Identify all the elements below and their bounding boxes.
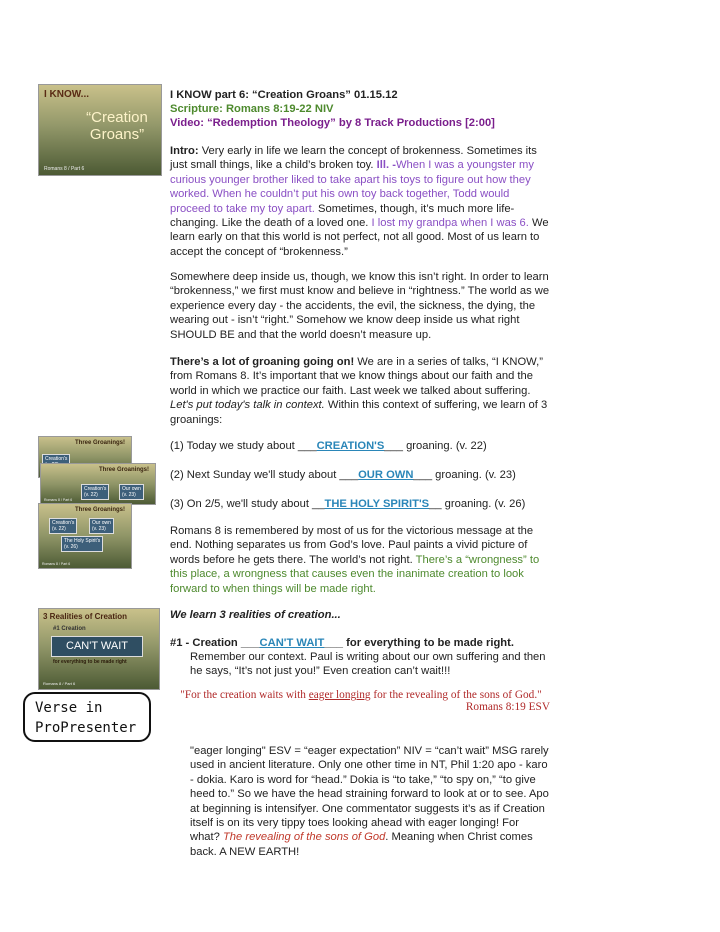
- scripture-quote: [172, 689, 550, 713]
- slide-footer: Romans 8 / Part 6: [43, 681, 76, 686]
- quote-text: "For the creation waits with eager longing for the revealing of the sons of God.": [180, 689, 542, 701]
- slide-thumbnail-groanings-2: [40, 463, 156, 505]
- realities-heading: We learn 3 realities of creation...: [170, 609, 341, 621]
- quote-reference: Romans 8:19 ESV: [465, 701, 550, 713]
- intro-paragraph: Intro: Very early in life we learn the concept of brokenness. Sometimes its just small things, like a child’s broken toy. Ill. -When I was a youngster my curious younger brother liked to take apart his toys to figure out how they worked. When he couldn’t put his own toy back together, Todd would proceed to take my toy apart. Sometimes, though, it’s much more life-changing. Like the death of a loved one. I lost my grandpa when I was 6. We learn early on that this world is not perfect, not all good. Most of us learn to accept the concept of “brokenness.”: [170, 145, 549, 258]
- groaning-2: (2) Next Sunday we'll study about ___OUR OWN___ groaning. (v. 23): [170, 469, 516, 481]
- slide-thumbnail-realities: [38, 608, 160, 690]
- slide-box-creations: Creation's: [42, 454, 70, 470]
- slide-box-holy-spirits: The Holy Spirit's (v. 26): [61, 536, 103, 552]
- slide-footer: Romans 8 / Part 6: [42, 562, 71, 566]
- slide-title: Three Groanings!: [98, 467, 149, 473]
- slide-thumbnail-creation-groans: [38, 84, 162, 176]
- groaning-3: (3) On 2/5, we'll study about __THE HOLY SPIRIT'S__ groaning. (v. 26): [170, 498, 526, 510]
- callout-line-1: Verse in: [35, 700, 103, 716]
- point-1-body: Remember our context. Paul is writing about our own suffering and then he says, “It’s not just you!” Even creation can’t wait!!!: [190, 651, 546, 678]
- slide-title: 3 Realities of Creation: [43, 612, 128, 621]
- document-title: I KNOW part 6: “Creation Groans” 01.15.12: [170, 89, 398, 101]
- romans-8-paragraph: Romans 8 is remembered by most of us for the victorious message at the end. Nothing separates us from God’s love. Paul paints a vivid picture of words before he gets there. The world’s not right. There’s a “wrongness” to this place, a wrongness that causes even the inanimate creation to look forward to when things will be made right.: [170, 525, 540, 595]
- slide-title: Three Groanings!: [74, 507, 125, 513]
- point-1-heading: #1 - Creation ___CAN'T WAIT___ for everything to be made right.: [170, 637, 514, 649]
- slide-tail-text: for everything to be made right: [53, 659, 127, 665]
- slide-footer: Romans 8 / Part 6: [44, 166, 85, 172]
- slide-box-creations: Creation's (v. 22): [49, 518, 77, 534]
- slide-box-our-own: Our own (v. 23): [89, 518, 114, 534]
- slide-footer: Romans 8 / Part 6: [44, 498, 73, 502]
- slide-title: Three Groanings!: [74, 440, 125, 446]
- slide-cant-wait-box: CAN'T WAIT: [51, 636, 143, 657]
- slide-main-text: “Creation Groans”: [86, 109, 148, 143]
- eager-longing-paragraph: "eager longing" ESV = “eager expectation” NIV = “can’t wait” MSG rarely used in ancient literature. Only one other time in NT, Phil 1:20 apo - karo - dokia. Karo is word for “head.” Dokia is “to take,” “to spy on,” “to give heed to.” So we have the head straining forward to look at or to see. Apo at beginning is intensifyer. One commentator suggests it’s as if Creation itself is on its very tippy toes looking ahead with eager longing! For what? The revealing of the sons of God. Meaning when Christ comes back. A NEW EARTH!: [190, 745, 549, 858]
- slide-thumbnail-groanings-3: [38, 503, 132, 569]
- rightness-paragraph: Somewhere deep inside us, though, we know this isn’t right. In order to learn “brokenness,” we first must know and believe in “rightness.” The world as we experience every day - the accidents, the evil, the sickness, the dying, the wearing out - isn’t “right.” Somehow we know deep inside us what right SHOULD BE and that the world doesn’t measure up.: [170, 271, 550, 341]
- groaning-1: (1) Today we study about ___CREATION'S___ groaning. (v. 22): [170, 440, 487, 452]
- slide-box-our-own: Our own (v. 23): [119, 484, 144, 500]
- slide-top-text: I KNOW...: [44, 89, 89, 100]
- video-line: Video: “Redemption Theology” by 8 Track Productions [2:00]: [170, 117, 495, 129]
- callout-line-2: ProPresenter: [35, 720, 137, 736]
- scripture-line: Scripture: Romans 8:19-22 NIV: [170, 103, 334, 115]
- slide-box-creations: Creation's (v. 22): [81, 484, 109, 500]
- groaning-paragraph: There’s a lot of groaning going on! We are in a series of talks, “I KNOW,” from Romans 8. It’s important that we know things about our faith and the world in which we practice our faith. Last week we talked about suffering. Let's put today's talk in context. Within this context of suffering, we learn of 3 groanings:: [170, 356, 548, 426]
- slide-subtitle: #1 Creation: [53, 626, 86, 632]
- propresenter-callout: [23, 692, 151, 742]
